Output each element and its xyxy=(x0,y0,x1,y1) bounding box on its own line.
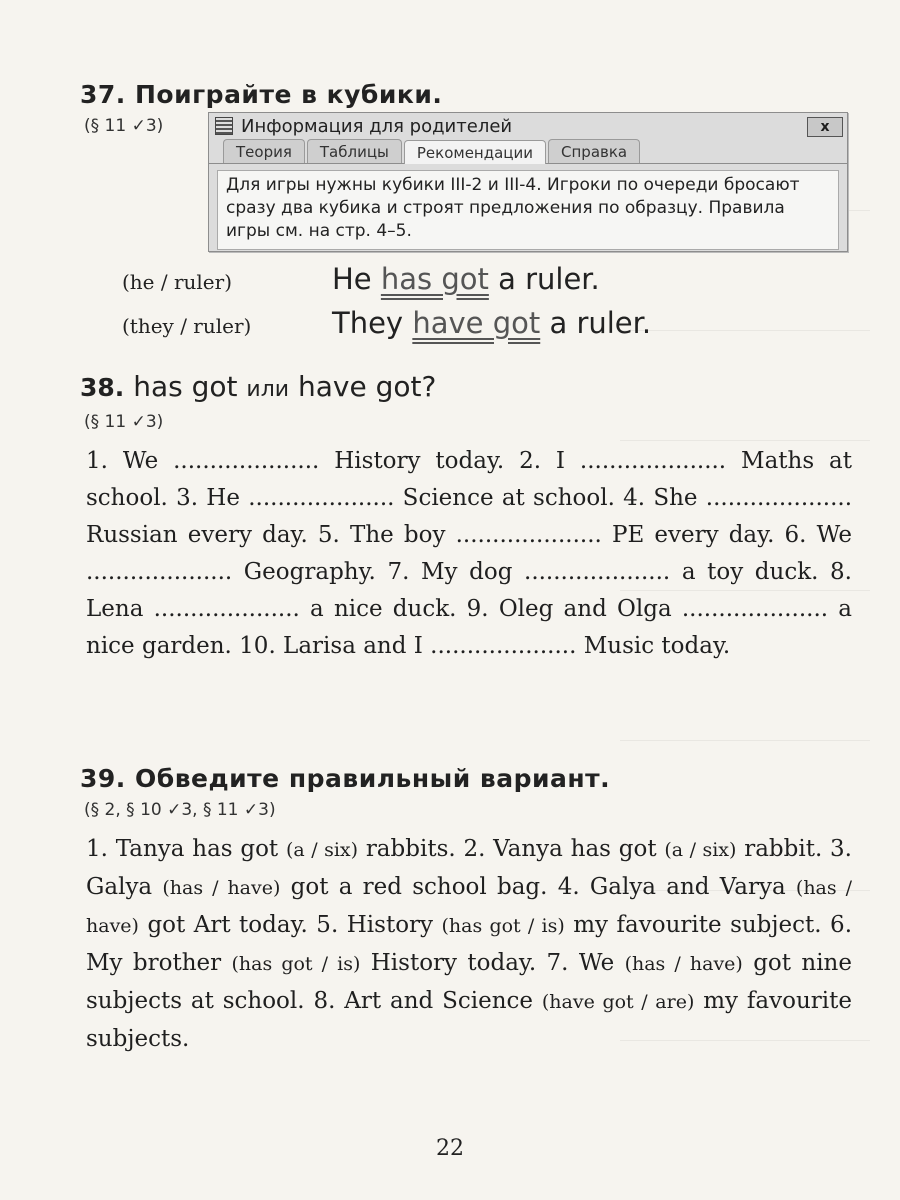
info-window-title: Информация для родителей xyxy=(241,115,513,137)
answer-option-group[interactable]: (have got / are) xyxy=(541,991,695,1013)
tab-reference[interactable]: Справка xyxy=(548,139,640,163)
info-tabs xyxy=(209,139,847,164)
answer-option-group[interactable]: (has got / is) xyxy=(231,953,361,975)
exercise-39-text xyxy=(86,831,852,1058)
example-sentence-1 xyxy=(122,262,600,296)
parent-info-window xyxy=(208,112,848,252)
example-verb: has got xyxy=(380,262,489,296)
answer-option-group[interactable]: (has / have) xyxy=(624,953,743,975)
example-cue: (he / ruler) xyxy=(122,270,233,294)
close-button[interactable]: x xyxy=(807,117,843,137)
page-number: 22 xyxy=(436,1136,464,1161)
sentence-fragment: got Art today. 5. History xyxy=(138,912,442,938)
exercise-38-number: 38. xyxy=(80,373,125,402)
example-object: a ruler. xyxy=(498,262,600,296)
example-verb: have got xyxy=(412,306,541,340)
tab-recommendations[interactable]: Рекомендации xyxy=(404,140,546,164)
answer-option-group[interactable]: (a / six) xyxy=(664,839,737,861)
sentence-fragment: rabbits. 2. Vanya has got xyxy=(358,836,665,862)
sentence-fragment: History today. 7. We xyxy=(360,950,625,976)
exercise-38-text: 1. We .................... History today. 2. I .................... Maths at school. 3. He .................... Science at school. 4. She .................... Russian every day. 5. The boy .................... PE every day. 6. We .................... Geography. 7. My dog .................... a toy duck. 8. Lena .................... a nice duck. 9. Oleg and Olga .................... a nice garden. 10. Larisa and I .................... Music today. xyxy=(86,448,852,659)
example-cue: (they / ruler) xyxy=(122,314,252,338)
example-object: a ruler. xyxy=(549,306,652,340)
example-subject: He xyxy=(332,262,372,296)
exercise-38-reference: (§ 11 ✓3) xyxy=(84,412,164,432)
sentence-fragment: rabbit. 3. Galya xyxy=(86,836,852,900)
document-icon xyxy=(215,117,233,135)
info-window-titlebar xyxy=(209,113,847,139)
tab-tables[interactable]: Таблицы xyxy=(307,139,402,163)
exercise-37-title: 37. Поиграйте в кубики. xyxy=(80,80,443,109)
example-sentence-2 xyxy=(122,306,651,340)
answer-option-group[interactable]: (a / six) xyxy=(285,839,359,861)
answer-option-group[interactable]: (has got / is) xyxy=(441,915,565,937)
exercise-39-reference: (§ 2, § 10 ✓3, § 11 ✓3) xyxy=(84,800,276,820)
exercise-39-title: 39. Обведите правильный вариант. xyxy=(80,764,611,793)
exercise-37-reference: (§ 11 ✓3) xyxy=(84,116,164,136)
option-has-got: has got xyxy=(133,370,238,403)
tab-theory[interactable]: Теория xyxy=(223,139,305,163)
sentence-fragment: got a red school bag. 4. Galya and Varya xyxy=(280,874,796,900)
sentence-fragment: 1. Tanya has got xyxy=(86,836,286,862)
sentence-fragment: my favourite subject. 6. My brother xyxy=(86,912,853,976)
answer-option-group[interactable]: (has / have) xyxy=(86,877,853,937)
option-have-got: have got? xyxy=(297,370,437,403)
sentence-fragment: got nine subjects at school. 8. Art and Science xyxy=(86,950,852,1014)
info-window-text: Для игры нужны кубики III-2 и III-4. Игроки по очереди бросают сразу два кубика и строят предложения по образцу. Правила игры см. на стр. 4–5. xyxy=(217,170,839,250)
exercise-38-title xyxy=(80,370,436,403)
sentence-fragment: my favourite subjects. xyxy=(86,988,852,1052)
example-subject: They xyxy=(332,306,404,340)
answer-option-group[interactable]: (has / have) xyxy=(162,877,281,899)
word-or: или xyxy=(246,377,290,402)
